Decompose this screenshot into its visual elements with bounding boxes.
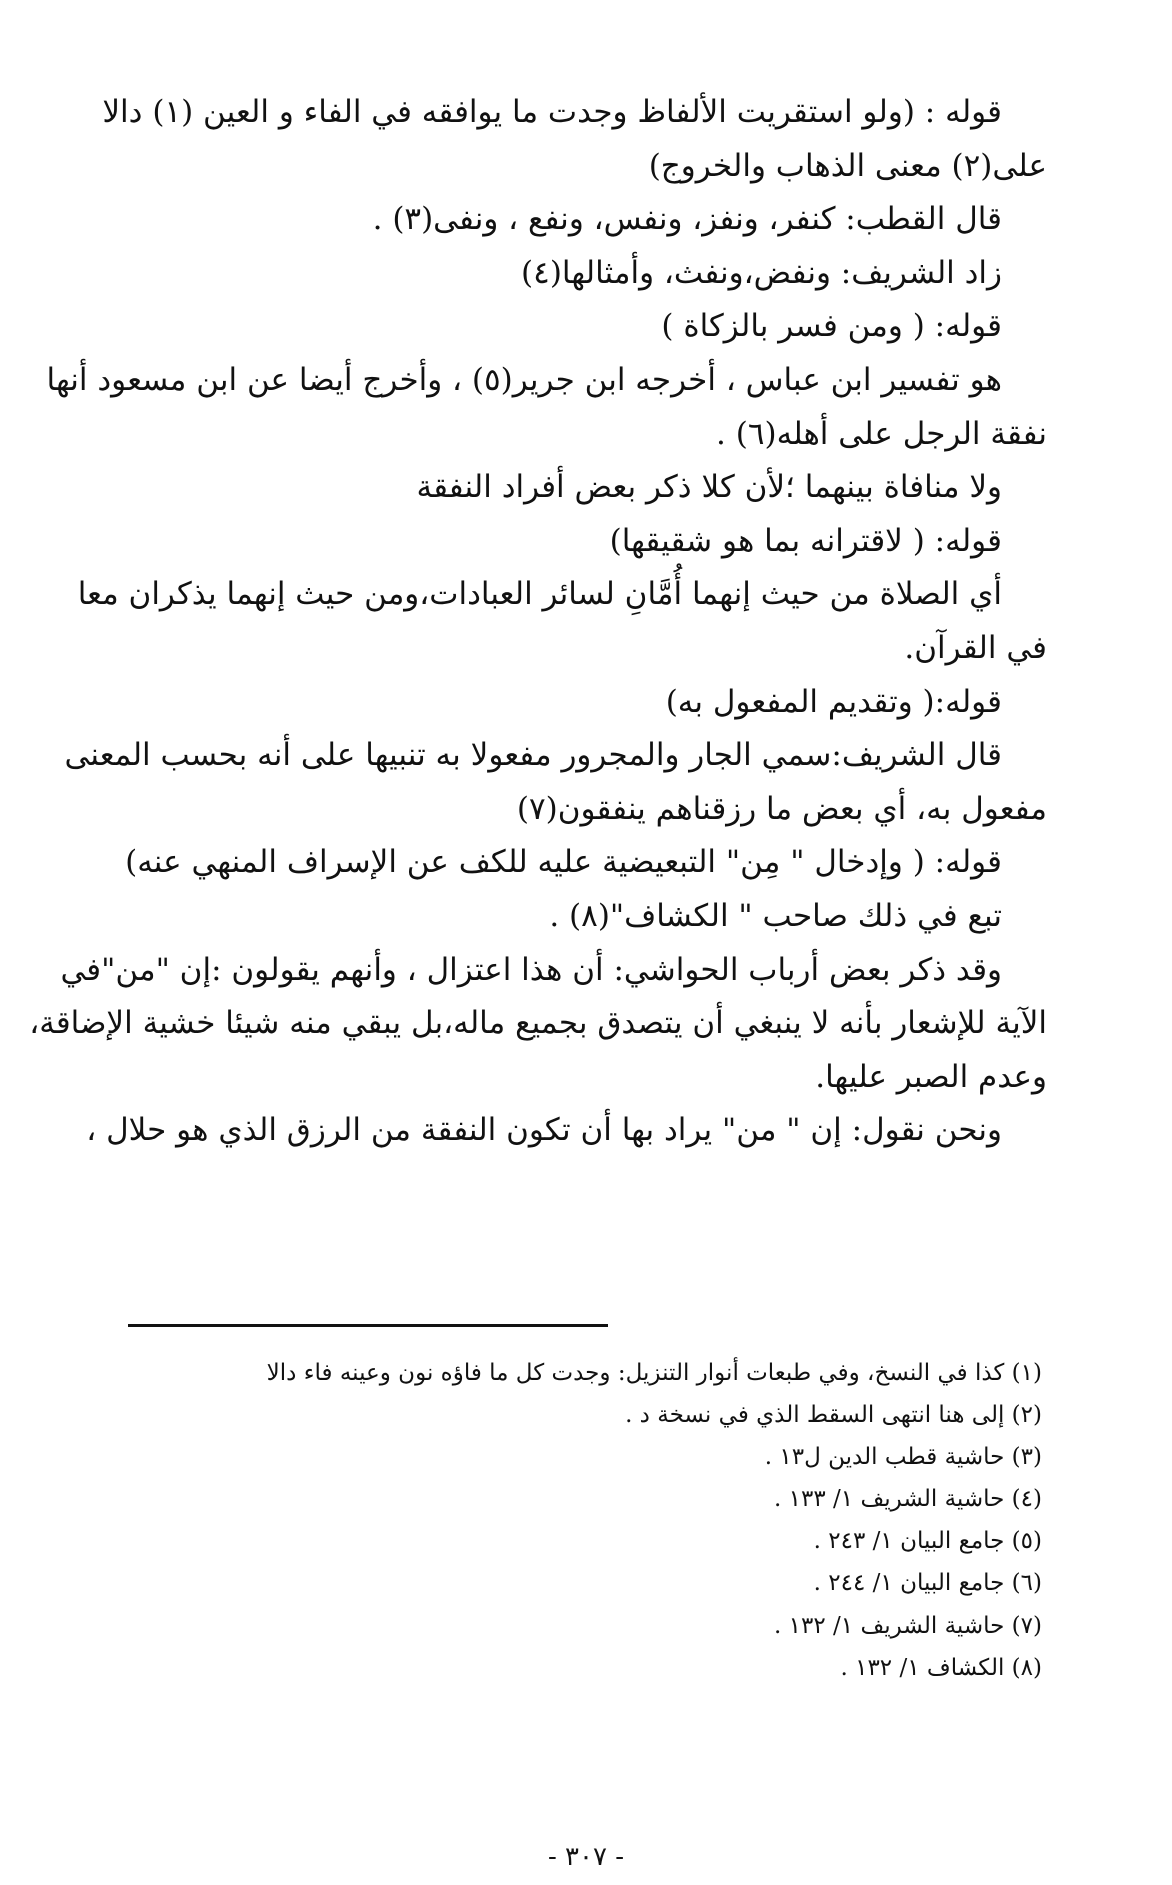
text-line: على(٢) معنى الذهاب والخروج)	[648, 147, 1047, 184]
text-line: ونحن نقول: إن " من" يراد بها أن تكون النفقة من الرزق الذي هو حلال ،	[86, 1112, 1002, 1149]
text-line: قوله: ( وإدخال " مِن" التبعيضية عليه للكف عن الإسراف المنهي عنه)	[125, 844, 1002, 881]
footnote: (٧) حاشية الشريف ١/ ١٣٢ .	[774, 1612, 1042, 1639]
text-line: قال الشريف:سمي الجار والمجرور مفعولا به تنبيها على أنه بحسب المعنى	[64, 737, 1002, 774]
text-line: في القرآن.	[904, 629, 1047, 666]
footnote: (٦) جامع البيان ١/ ٢٤٤ .	[813, 1570, 1042, 1597]
text-line: قال القطب: كنفر، ونفز، ونفس، ونفع ، ونفى(٣) .	[372, 201, 1002, 238]
text-line: وعدم الصبر عليها.	[815, 1058, 1047, 1095]
text-line: قوله: ( لاقترانه بما هو شقيقها)	[609, 522, 1002, 559]
footnote: (٥) جامع البيان ١/ ٢٤٣ .	[813, 1528, 1042, 1555]
text-line: الآية للإشعار بأنه لا ينبغي أن يتصدق بجميع ماله،بل يبقي منه شيئا خشية الإضاقة،	[29, 1005, 1047, 1042]
text-line: نفقة الرجل على أهله(٦) .	[716, 415, 1047, 452]
footnote: (٤) حاشية الشريف ١/ ١٣٣ .	[774, 1486, 1042, 1513]
text-line: قوله: ( ومن فسر بالزكاة )	[661, 308, 1002, 345]
text-line: وقد ذكر بعض أرباب الحواشي: أن هذا اعتزال ، وأنهم يقولون :إن "من"في	[60, 951, 1002, 988]
footnote: (٢) إلى هنا انتهى السقط الذي في نسخة د .	[625, 1402, 1042, 1429]
text-line: هو تفسير ابن عباس ، أخرجه ابن جرير(٥) ، وأخرج أيضا عن ابن مسعود أنها	[46, 361, 1002, 398]
main-text	[29, 86, 1047, 1158]
footnote: (٣) حاشية قطب الدين ل١٣ .	[764, 1444, 1042, 1471]
footnote: (٨) الكشاف ١/ ١٣٢ .	[840, 1654, 1042, 1681]
footnote: (١) كذا في النسخ، وفي طبعات أنوار التنزيل: وجدت كل ما فاؤه نون وعينه فاء دالا	[266, 1360, 1042, 1386]
text-line: مفعول به، أي بعض ما رزقناهم ينفقون(٧)	[516, 790, 1047, 827]
footnotes	[150, 1352, 1042, 1689]
text-line: قوله:( وتقديم المفعول به)	[665, 683, 1002, 720]
page-number: - ٣٠٧ -	[547, 1842, 625, 1872]
footnote-separator	[128, 1324, 608, 1327]
text-line: قوله : (ولو استقريت الألفاظ وجدت ما يوافقه في الفاء و العين (١) دالا	[102, 94, 1002, 130]
text-line: زاد الشريف: ونفض،ونفث، وأمثالها(٤)	[521, 254, 1002, 291]
text-line: ولا منافاة بينهما ؛لأن كلا ذكر بعض أفراد النفقة	[416, 469, 1002, 506]
text-line: أي الصلاة من حيث إنهما أُمَّانِ لسائر العبادات،ومن حيث إنهما يذكران معا	[77, 576, 1002, 613]
text-line: تبع في ذلك صاحب " الكشاف"(٨) .	[549, 897, 1002, 934]
